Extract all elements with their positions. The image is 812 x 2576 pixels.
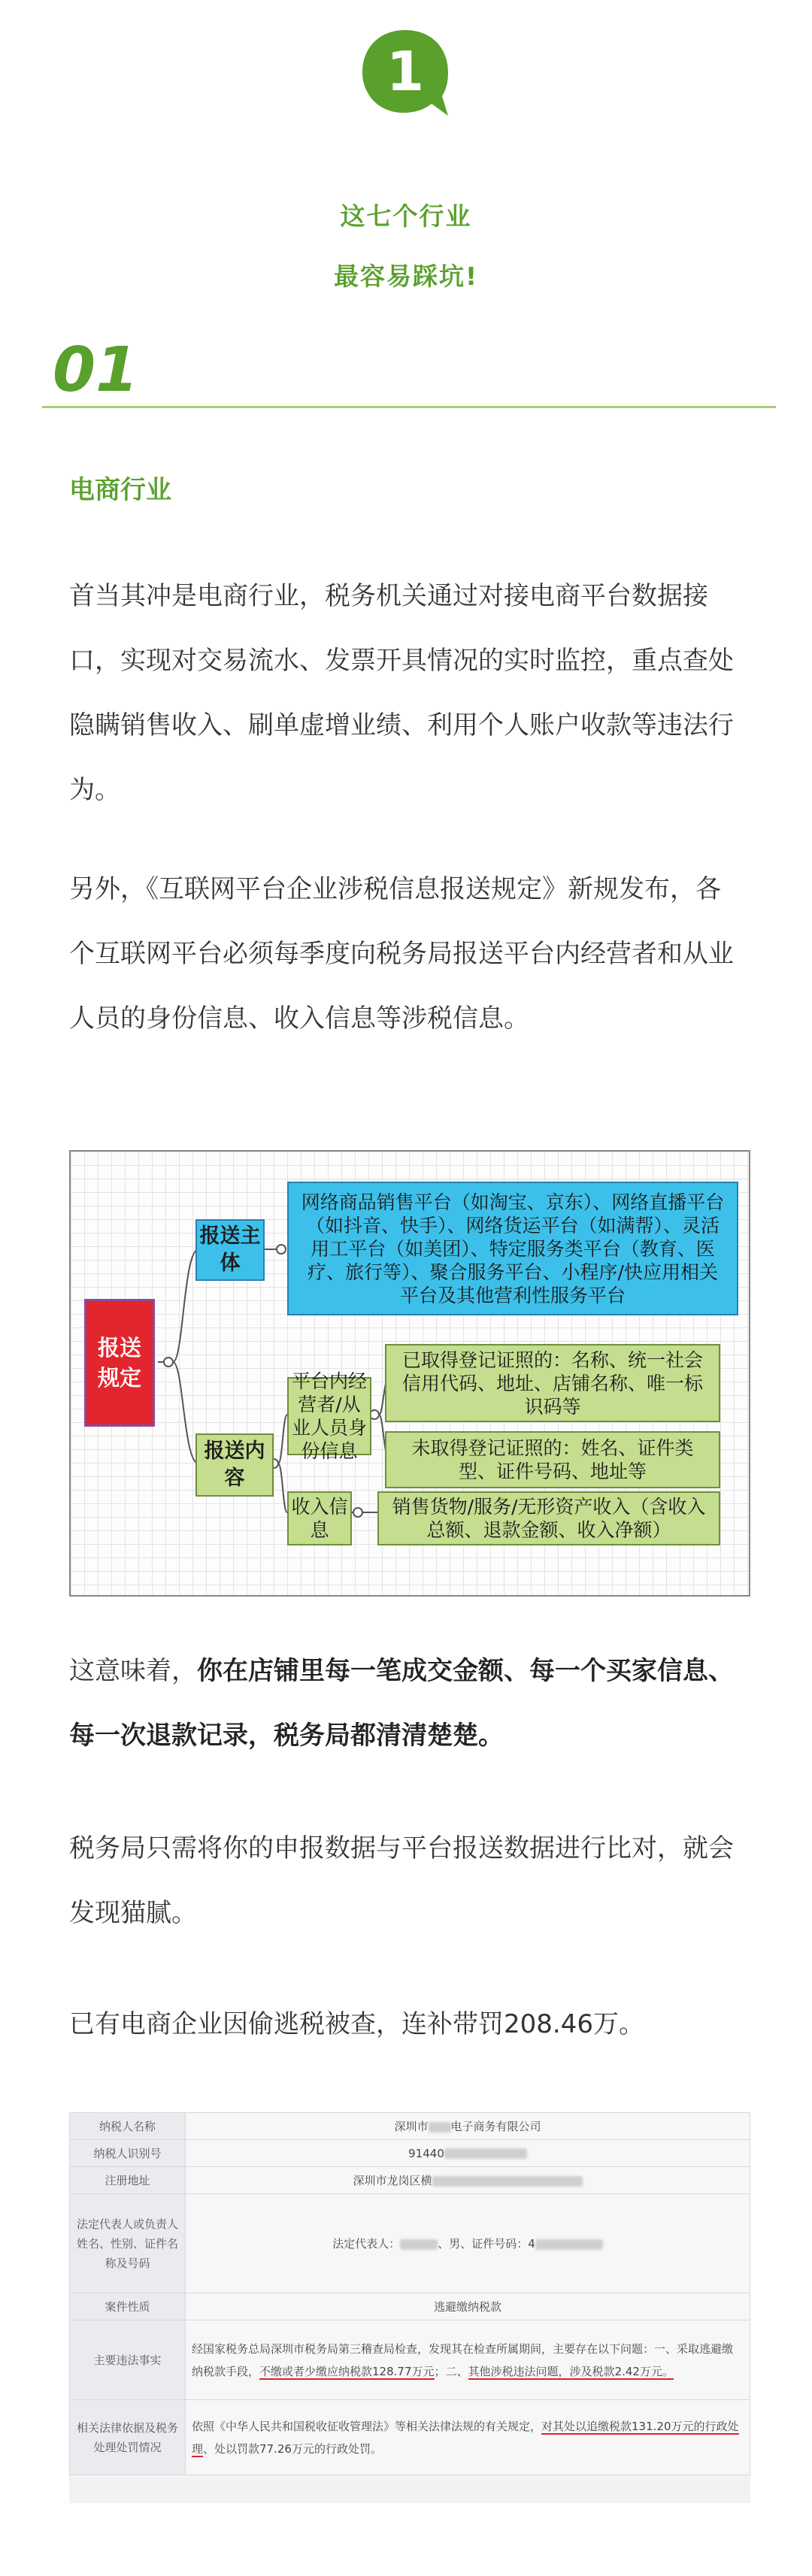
row-label: 案件性质 bbox=[70, 2293, 186, 2320]
table-row bbox=[70, 2194, 750, 2293]
paragraph-1: 首当其冲是电商行业，税务机关通过对接电商平台数据接口，实现对交易流水、发票开具情况的实时监控，重点查处隐瞒销售收入、刷单虚增业绩、利用个人账户收款等违法行为。 bbox=[69, 581, 734, 805]
row-value: 深圳市 电子商务有限公司 bbox=[186, 2113, 750, 2140]
diagram-income-label: 收入信息 bbox=[287, 1491, 352, 1545]
diagram-registered-info: 已取得登记证照的：名称、统一社会信用代码、地址、店铺名称、唯一标识码等 bbox=[385, 1344, 720, 1422]
section-number-text: 01 bbox=[53, 338, 139, 398]
diagram-unregistered-info: 未取得登记证照的：姓名、证件类型、证件号码、地址等 bbox=[385, 1431, 720, 1488]
diagram-root: 报送规定 bbox=[84, 1299, 155, 1427]
table-row bbox=[70, 2167, 750, 2194]
row-label: 法定代表人或负责人姓名、性别、证件名称及号码 bbox=[70, 2194, 186, 2293]
row-label: 主要违法事实 bbox=[70, 2320, 186, 2400]
paragraph-5: 已有电商企业因偷逃税被查，连补带罚208.46万。 bbox=[69, 2009, 644, 2039]
diagram-subject-detail: 网络商品销售平台（如淘宝、京东）、网络直播平台（如抖音、快手）、网络货运平台（如满帮）、灵活用工平台（如美团）、特定服务类平台（教育、医疗、旅行等）、聚合服务平台、小程序/快应用相关平台及其他营利性服务平台 bbox=[287, 1182, 738, 1315]
section-number bbox=[53, 338, 180, 398]
diagram-content-label: 报送内容 bbox=[195, 1433, 274, 1497]
row-value: 91440 bbox=[186, 2140, 750, 2167]
diagram-subject-label: 报送主体 bbox=[195, 1219, 265, 1281]
table-row bbox=[70, 2140, 750, 2167]
table-row bbox=[70, 2320, 750, 2400]
reporting-rules-diagram bbox=[69, 1150, 750, 1597]
diagram-identity-info: 平台内经营者/从业人员身份信息 bbox=[287, 1377, 371, 1455]
headline-line1: 这七个行业 bbox=[340, 201, 472, 231]
diagram-income-detail: 销售货物/服务/无形资产收入（含收入总额、退款金额、收入净额） bbox=[377, 1491, 720, 1545]
badge-number: 1 bbox=[386, 40, 425, 103]
headline-line2: 最容易踩坑! bbox=[333, 262, 479, 291]
tax-case-table-image bbox=[69, 2112, 750, 2503]
paragraph-4: 税务局只需将你的申报数据与平台报送数据进行比对，就会发现猫腻。 bbox=[69, 1833, 734, 1928]
row-value: 依照《中华人民共和国税收征收管理法》等相关法律法规的有关规定，对其处以追缴税款131.20万元的行政处理、处以罚款77.26万元的行政处罚。 bbox=[186, 2400, 750, 2475]
row-value: 法定代表人： 、男、证件号码：4 bbox=[186, 2194, 750, 2293]
tax-case-table bbox=[69, 2112, 750, 2475]
number-badge-icon bbox=[356, 26, 454, 123]
paragraph-3: 这意味着，你在店铺里每一笔成交金额、每一个买家信息、每一次退款记录，税务局都清清楚楚。 bbox=[69, 1656, 734, 1751]
row-value: 深圳市龙岗区横 bbox=[186, 2167, 750, 2194]
paragraph-3-emphasis: 你在店铺里每一笔成交金额、每一个买家信息、每一次退款记录，税务局都清清楚楚。 bbox=[69, 1656, 734, 1751]
row-value: 经国家税务总局深圳市税务局第三稽查局检查，发现其在检查所属期间，主要存在以下问题：一、采取逃避缴纳税款手段，不缴或者少缴应纳税款128.77万元；二、其他涉税违法问题，涉及税款2.42万元。 bbox=[186, 2320, 750, 2400]
table-row bbox=[70, 2400, 750, 2475]
table-row bbox=[70, 2293, 750, 2320]
row-label: 纳税人名称 bbox=[70, 2113, 186, 2140]
row-label: 纳税人识别号 bbox=[70, 2140, 186, 2167]
row-label: 相关法律依据及税务处理处罚情况 bbox=[70, 2400, 186, 2475]
row-label: 注册地址 bbox=[70, 2167, 186, 2194]
row-value: 逃避缴纳税款 bbox=[186, 2293, 750, 2320]
paragraph-2: 另外，《互联网平台企业涉税信息报送规定》新规发布，各个互联网平台必须每季度向税务局报送平台内经营者和从业人员的身份信息、收入信息等涉税信息。 bbox=[69, 874, 734, 1034]
table-row bbox=[70, 2113, 750, 2140]
section-divider bbox=[42, 406, 776, 408]
section-title: 电商行业 bbox=[69, 475, 171, 505]
